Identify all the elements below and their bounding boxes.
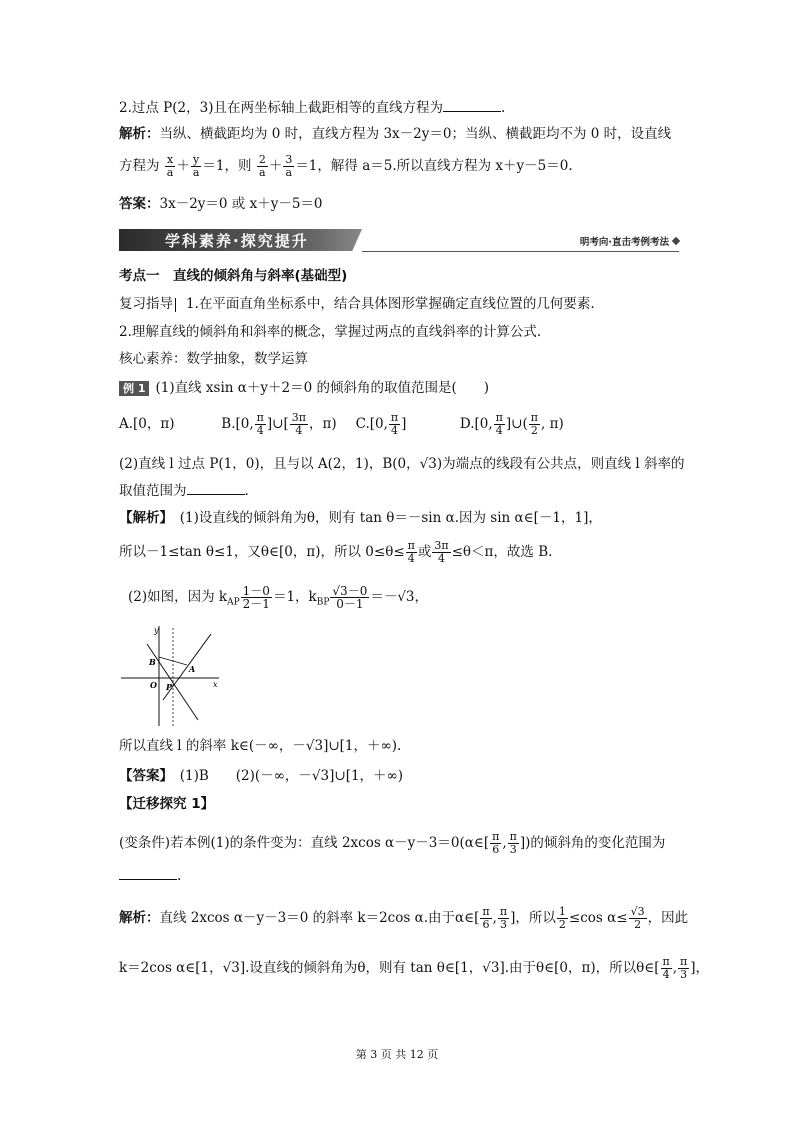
coordinate-figure	[119, 622, 224, 728]
banner-title: 学科素养·探究提升	[165, 232, 309, 250]
section-heading: 考点一 直线的倾斜角与斜率(基础型)	[119, 268, 348, 284]
q2-solution-line2: 方程为 $\frac{x}{a}$ ＋ $\frac{y}{a}$ ＝1，则 $\frac{2}{a}$ ＋ $\frac{3}{a}$ ＝1，解得 a＝5.所以直线方程为 x＋y－5＝0.	[119, 153, 573, 179]
answer-blank	[443, 99, 501, 112]
review-guide-2: 2.理解直线的倾斜角和斜率的概念，掌握过两点的直线斜率的计算公式.	[119, 324, 542, 340]
fraction: $\frac{3}{a}$	[285, 153, 293, 179]
x-axis-label: x	[213, 680, 218, 689]
origin-label: O	[150, 680, 157, 690]
point-p-label: P	[166, 682, 173, 692]
core-literacy: 核心素养：数学抽象，数学运算	[119, 351, 308, 367]
q2-question: 2.过点 P(2，3)且在两坐标轴上截距相等的直线方程为 .	[119, 100, 506, 116]
example-question-2-line2: 取值范围为 .	[119, 483, 249, 499]
point-b-label: B	[149, 657, 156, 667]
example-badge: 例 1	[119, 381, 149, 396]
option-b: B.[0, $\frac{\pi}{4}$ ]∪[ $\frac{3\pi}{4}$ ，π)	[221, 411, 337, 437]
fraction: $\frac{y}{a}$	[192, 153, 200, 179]
option-c: C.[0, $\frac{\pi}{4}$ ]	[355, 411, 407, 437]
fraction: $\frac{x}{a}$	[166, 153, 174, 179]
option-a: A.[0，π)	[119, 416, 175, 432]
q2-solution-line1: 解析：当纵、横截距均为 0 时，直线方程为 3x－2y＝0；当纵、横截距均不为 0 时，设直线	[119, 126, 672, 142]
solution-line4: 所以直线 l 的斜率 k∈(－∞，－√3]∪[1，＋∞).	[119, 738, 402, 754]
page-footer: 第 3 页 共 12 页	[355, 1048, 439, 1061]
transfer-solution-2: k＝2cos α∈[1，√3].设直线的倾斜角为θ，则有 tan θ∈[1，√3].由于θ∈[0，π)，所以θ∈[ $\frac{\pi}{4}$ , $\frac{\pi}{3}$ ]，	[119, 955, 710, 981]
y-axis-label: y	[154, 626, 159, 635]
review-guide-1: 复习指导 1.在平面直角坐标系中，结合具体图形掌握确定直线位置的几何要素.	[119, 296, 595, 312]
fraction: $\frac{2}{a}$	[258, 153, 266, 179]
answer-blank	[119, 867, 177, 880]
example-question-1: 例 1 (1)直线 xsin α＋y＋2＝0 的倾斜角的取值范围是( )	[119, 378, 489, 398]
banner-divider	[362, 251, 679, 252]
answer-blank	[187, 482, 245, 495]
review-divider	[175, 298, 176, 312]
example-question-2-line1: (2)直线 l 过点 P(1，0)，且与以 A(2，1)，B(0，√3)为端点的线段有公共点，则直线 l 斜率的	[119, 456, 685, 472]
example-answer: 【答案】 (1)B (2)(－∞，－√3]∪[1，＋∞)	[119, 768, 404, 784]
transfer-solution-1: 解析：直线 2xcos α－y－3＝0 的斜率 k＝2cos α.由于α∈[ $\frac{\pi}{6}$ , $\frac{\pi}{3}$ ]，所以 $\frac{1}{2}$ ≤cos α≤ $\frac{√3}{2}$ ，因此	[119, 905, 689, 931]
diamond-icon	[672, 237, 680, 245]
solution-line1: 【解析】 (1)设直线的倾斜角为θ，则有 tan θ＝－sin α.因为 sin α∈[－1，1]，	[119, 510, 602, 526]
q2-answer: 答案：3x－2y＝0 或 x＋y－5＝0	[119, 196, 323, 212]
transfer-label: 【迁移探究 1】	[119, 796, 215, 812]
option-d: D.[0, $\frac{\pi}{4}$ ]∪( $\frac{\pi}{2}$ , π)	[459, 411, 564, 437]
solution-line2: 所以－1≤tan θ≤1，又θ∈[0，π)，所以 0≤θ≤ $\frac{\pi}{4}$ 或 $\frac{3\pi}{4}$ ≤θ＜π，故选 B.	[119, 539, 553, 565]
banner-subtitle: 明考向·直击考例考法	[579, 237, 669, 248]
example-options	[119, 412, 564, 437]
section-banner	[119, 227, 679, 253]
solution-line3: (2)如图，因为 $k_{AP}$ $\frac{1-0}{2-1}$ ＝1，$k_{BP}$ $\frac{√3-0}{0-1}$ ＝－√3，	[128, 584, 429, 611]
transfer-blank-line: .	[119, 866, 181, 886]
transfer-question: (变条件)若本例(1)的条件变为：直线 2xcos α－y－3＝0(α∈[ $\frac{\pi}{6}$ , $\frac{\pi}{3}$ ])的倾斜角的变化范围为	[119, 830, 666, 856]
point-a-label: A	[189, 664, 196, 674]
segment-ab	[159, 657, 187, 665]
